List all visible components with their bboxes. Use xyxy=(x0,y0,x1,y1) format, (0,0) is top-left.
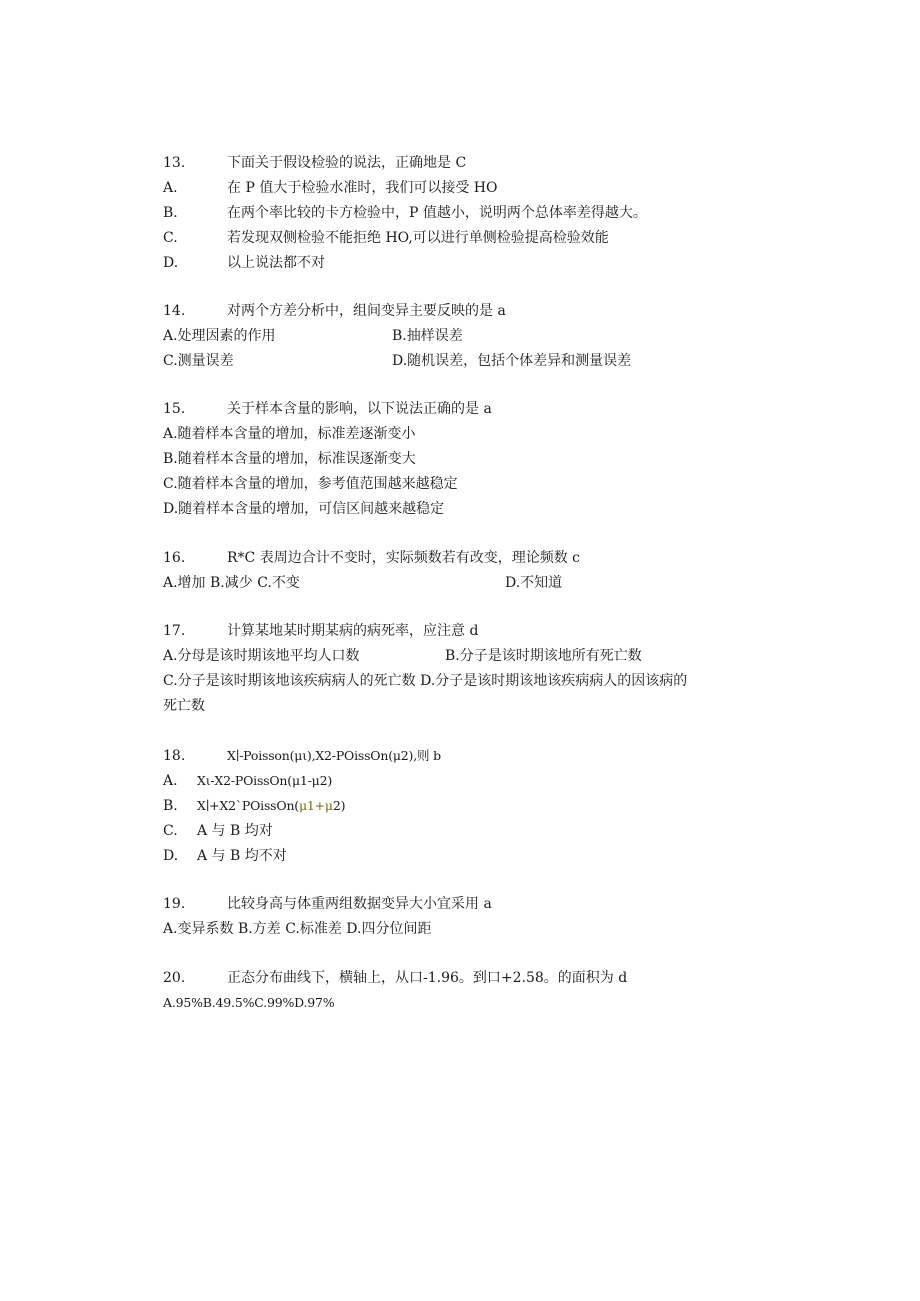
option-label: A. xyxy=(163,180,178,196)
question-20-options: A.95%B.49.5%C.99%D.97% xyxy=(163,995,335,1010)
question-19-options: A.变异系数 B.方差 C.标准差 D.四分位间距 xyxy=(163,921,432,937)
option-text-highlight: μ1+μ xyxy=(298,798,333,813)
option-label: A. xyxy=(163,773,178,789)
option-label: C. xyxy=(163,823,178,839)
option-text-part: 2) xyxy=(332,798,346,813)
question-text: X∣-Poisson(μι),X2-POissOn(μ2),则 b xyxy=(227,748,441,763)
question-18-option-a xyxy=(163,769,332,793)
option-label: B. xyxy=(163,798,178,814)
question-13-option-a xyxy=(163,176,497,200)
question-15-option-d: D.随着样本含量的增加，可信区间越来越稳定 xyxy=(163,501,445,517)
option-text: 在两个率比较的卡方检验中，P 值越小，说明两个总体率差得越大。 xyxy=(227,205,647,221)
question-18-option-c xyxy=(163,819,273,843)
question-text: 对两个方差分析中，组间变异主要反映的是 a xyxy=(227,303,506,319)
question-17-options-row-1 xyxy=(163,644,642,668)
question-14-options-row-1 xyxy=(163,324,463,348)
question-text: R*C 表周边合计不变时，实际频数若有改变，理论频数 c xyxy=(227,550,580,566)
question-15-option-c: C.随着样本含量的增加，参考值范围越来越稳定 xyxy=(163,476,458,492)
question-19-stem xyxy=(163,892,492,916)
question-text: 比较身高与体重两组数据变异大小宜采用 a xyxy=(227,896,492,912)
question-13-option-d xyxy=(163,251,325,275)
option-b: B.分子是该时期该地所有死亡数 xyxy=(445,648,642,664)
option-label: B. xyxy=(163,205,178,221)
question-13-option-c xyxy=(163,226,609,250)
option-text: A 与 B 均不对 xyxy=(197,848,287,864)
option-d: D.随机误差，包括个体差异和测量误差 xyxy=(392,353,632,369)
question-16-stem xyxy=(163,546,580,570)
question-15-option-a: A.随着样本含量的增加，标准差逐渐变小 xyxy=(163,426,416,442)
question-13-stem xyxy=(163,151,466,175)
question-number: 13. xyxy=(163,155,186,171)
option-a: A.分母是该时期该地平均人口数 xyxy=(163,648,360,664)
option-a: A.处理因素的作用 xyxy=(163,328,276,344)
question-number: 20. xyxy=(163,970,186,986)
question-18-stem xyxy=(163,744,441,768)
question-text: 正态分布曲线下，横轴上，从口-1.96。到口+2.58。的面积为 d xyxy=(227,970,628,986)
option-b: B.抽样误差 xyxy=(392,328,463,344)
option-label: C. xyxy=(163,230,178,246)
question-15-option-b: B.随着样本含量的增加，标准误逐渐变大 xyxy=(163,451,416,467)
question-17-options-row-3: 死亡数 xyxy=(163,698,205,714)
option-label: D. xyxy=(163,255,179,271)
question-number: 15. xyxy=(163,401,186,417)
option-d: D.不知道 xyxy=(505,575,563,591)
question-17-options-row-2: C.分子是该时期该地该疾病病人的死亡数 D.分子是该时期该地该疾病病人的因该病的 xyxy=(163,673,688,689)
option-c: C.测量误差 xyxy=(163,353,234,369)
option-text-part: X∣+X2`POissOn( xyxy=(197,798,299,813)
options-abc: A.增加 B.减少 C.不变 xyxy=(163,575,300,591)
question-number: 19. xyxy=(163,896,186,912)
option-text: Xι-X2-POissOn(μ1-μ2) xyxy=(197,773,333,788)
question-18-option-b xyxy=(163,794,345,818)
question-14-options-row-2 xyxy=(163,349,632,373)
question-14-stem xyxy=(163,299,506,323)
question-15-stem xyxy=(163,397,492,421)
question-text: 计算某地某时期某病的病死率，应注意 d xyxy=(227,623,479,639)
question-16-options xyxy=(163,571,563,595)
question-number: 16. xyxy=(163,550,186,566)
option-text: 以上说法都不对 xyxy=(227,255,325,271)
option-text: 若发现双侧检验不能拒绝 HO,可以进行单侧检验提高检验效能 xyxy=(227,230,609,246)
option-text: A 与 B 均对 xyxy=(197,823,273,839)
question-20-stem xyxy=(163,966,627,990)
question-number: 18. xyxy=(163,748,186,764)
option-text: 在 P 值大于检验水准时，我们可以接受 HO xyxy=(227,180,498,196)
question-number: 17. xyxy=(163,623,186,639)
question-17-stem xyxy=(163,619,478,643)
question-number: 14. xyxy=(163,303,186,319)
question-text: 关于样本含量的影响，以下说法正确的是 a xyxy=(227,401,492,417)
question-13-option-b xyxy=(163,201,647,225)
option-label: D. xyxy=(163,848,179,864)
question-text: 下面关于假设检验的说法，正确地是 C xyxy=(227,155,467,171)
question-18-option-d xyxy=(163,844,287,868)
